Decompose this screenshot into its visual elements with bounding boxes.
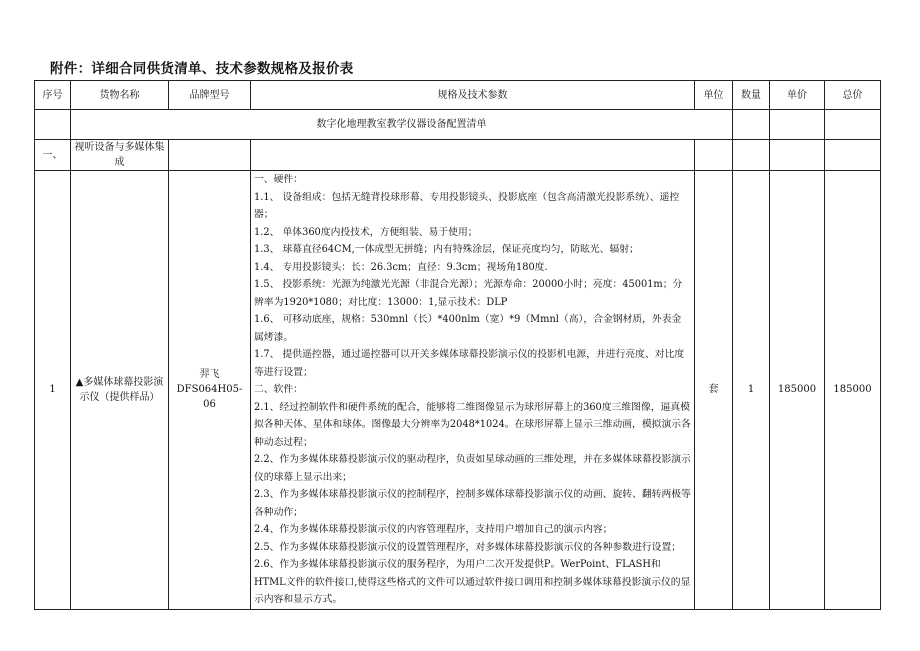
item-spec [251, 171, 695, 610]
header-total: 总价 [825, 81, 881, 110]
group-blank-cell [825, 140, 881, 171]
spec-lines [254, 171, 691, 609]
header-price: 单价 [770, 81, 825, 110]
item-unit: 套 [695, 171, 733, 610]
item-brand-model: 羿飞DFS064H05-06 [169, 171, 251, 610]
spec-line: 1.3、 球幕直径64CM,一体成型无拼缝；内有特殊涂层，保证亮度均匀，防眩光、辐射； [254, 244, 639, 255]
group-blank-cell [770, 140, 825, 171]
header-unit: 单位 [695, 81, 733, 110]
section-blank-cell [35, 110, 71, 140]
spec-line: 2.5、作为多媒体球幕投影演示仪的设置管理程序，对多媒体球幕投影演示仪的各种参数进行设置； [254, 541, 682, 553]
header-index: 序号 [35, 81, 71, 110]
header-spec: 规格及技术参数 [251, 81, 695, 110]
spec-line: 1.2、 单体360度内投技术，方便组装、易于使用； [254, 226, 478, 238]
quotation-table [34, 80, 881, 610]
spec-line: 2.4、作为多媒体球幕投影演示仪的内容管理程序，支持用户增加自己的演示内容； [254, 524, 613, 535]
item-price: 185000 [770, 171, 825, 610]
spec-line: 2.3、作为多媒体球幕投影演示仪的控制程序，控制多媒体球幕投影演示仪的动画、旋转、翻转两极等各种动作； [254, 489, 691, 518]
table-row [35, 171, 881, 610]
group-name: 视听设备与多媒体集成 [71, 140, 169, 171]
spec-line: 2.2、作为多媒体球幕投影演示仪的驱动程序，负责如星球动画的三维处理，并在多媒体球幕投影演示仪的球幕上显示出来； [254, 454, 691, 483]
header-qty: 数量 [733, 81, 770, 110]
group-blank-cell [251, 140, 695, 171]
header-row [35, 81, 881, 110]
document-title: 附件：详细合同供货清单、技术参数规格及报价表 [50, 61, 354, 77]
spec-line: 1.1、 设备组成：包括无缝背投球形幕、专用投影镜头、投影底座（包含高清激光投影系统）、遥控器； [254, 191, 680, 220]
item-name: ▲多媒体球幕投影演示仪（提供样品） [71, 171, 169, 610]
spec-line: 2.1、经过控制软件和硬件系统的配合，能够将二维图像显示为球形屏幕上的360度三维图像，逼真模拟各种天体、星体和球体。图像最大分辨率为2048*1024。在球形屏幕上显示三维动画，模拟演示各种动态过程； [254, 401, 691, 448]
section-blank-cell [733, 110, 770, 140]
item-qty: 1 [733, 171, 770, 610]
item-index: 1 [35, 171, 71, 610]
spec-line: 1.4、 专用投影镜头：长：26.3cm；直径：9.3cm；视场角180度. [254, 261, 548, 273]
group-blank-cell [169, 140, 251, 171]
spec-line: 2.6、作为多媒体球幕投影演示仪的服务程序，为用户二次开发提供P。WerPoint、FLASH和HTML文件的软件接口,使得这些格式的文件可以通过软件接口调用和控制多媒体球幕投影演示仪的显示内容和显示方式。 [254, 559, 691, 605]
item-total: 185000 [825, 171, 881, 610]
header-brand-model: 品牌型号 [169, 81, 251, 110]
section-blank-cell [770, 110, 825, 140]
spec-line: 1.6、 可移动底座，规格：530mnl（长）*400nlm（宽）*9（Mmnl（高），合金钢材质，外表金属烤漆。 [254, 314, 682, 343]
group-row [35, 140, 881, 171]
group-index: 一、 [35, 140, 71, 171]
quotation-table-wrapper [34, 80, 880, 605]
section-title: 数字化地理教室教学仪器设备配置清单 [71, 110, 733, 140]
spec-line: 1.7、 提供遥控器，通过遥控器可以开关多媒体球幕投影演示仪的投影机电源，并进行亮度、对比度等进行设置； [254, 349, 685, 378]
group-blank-cell [733, 140, 770, 171]
group-blank-cell [695, 140, 733, 171]
section-row [35, 110, 881, 140]
section-blank-cell [825, 110, 881, 140]
header-name: 货物名称 [71, 81, 169, 110]
spec-line: 一、硬件： [254, 174, 303, 185]
spec-line: 二、软件： [254, 384, 303, 395]
spec-line: 1.5、 投影系统：光源为纯激光光源（非混合光源）；光源寿命：20000小时；亮度：45001m；分辨率为1920*1080；对比度：13000：1,显示技术：DLP [254, 279, 683, 308]
